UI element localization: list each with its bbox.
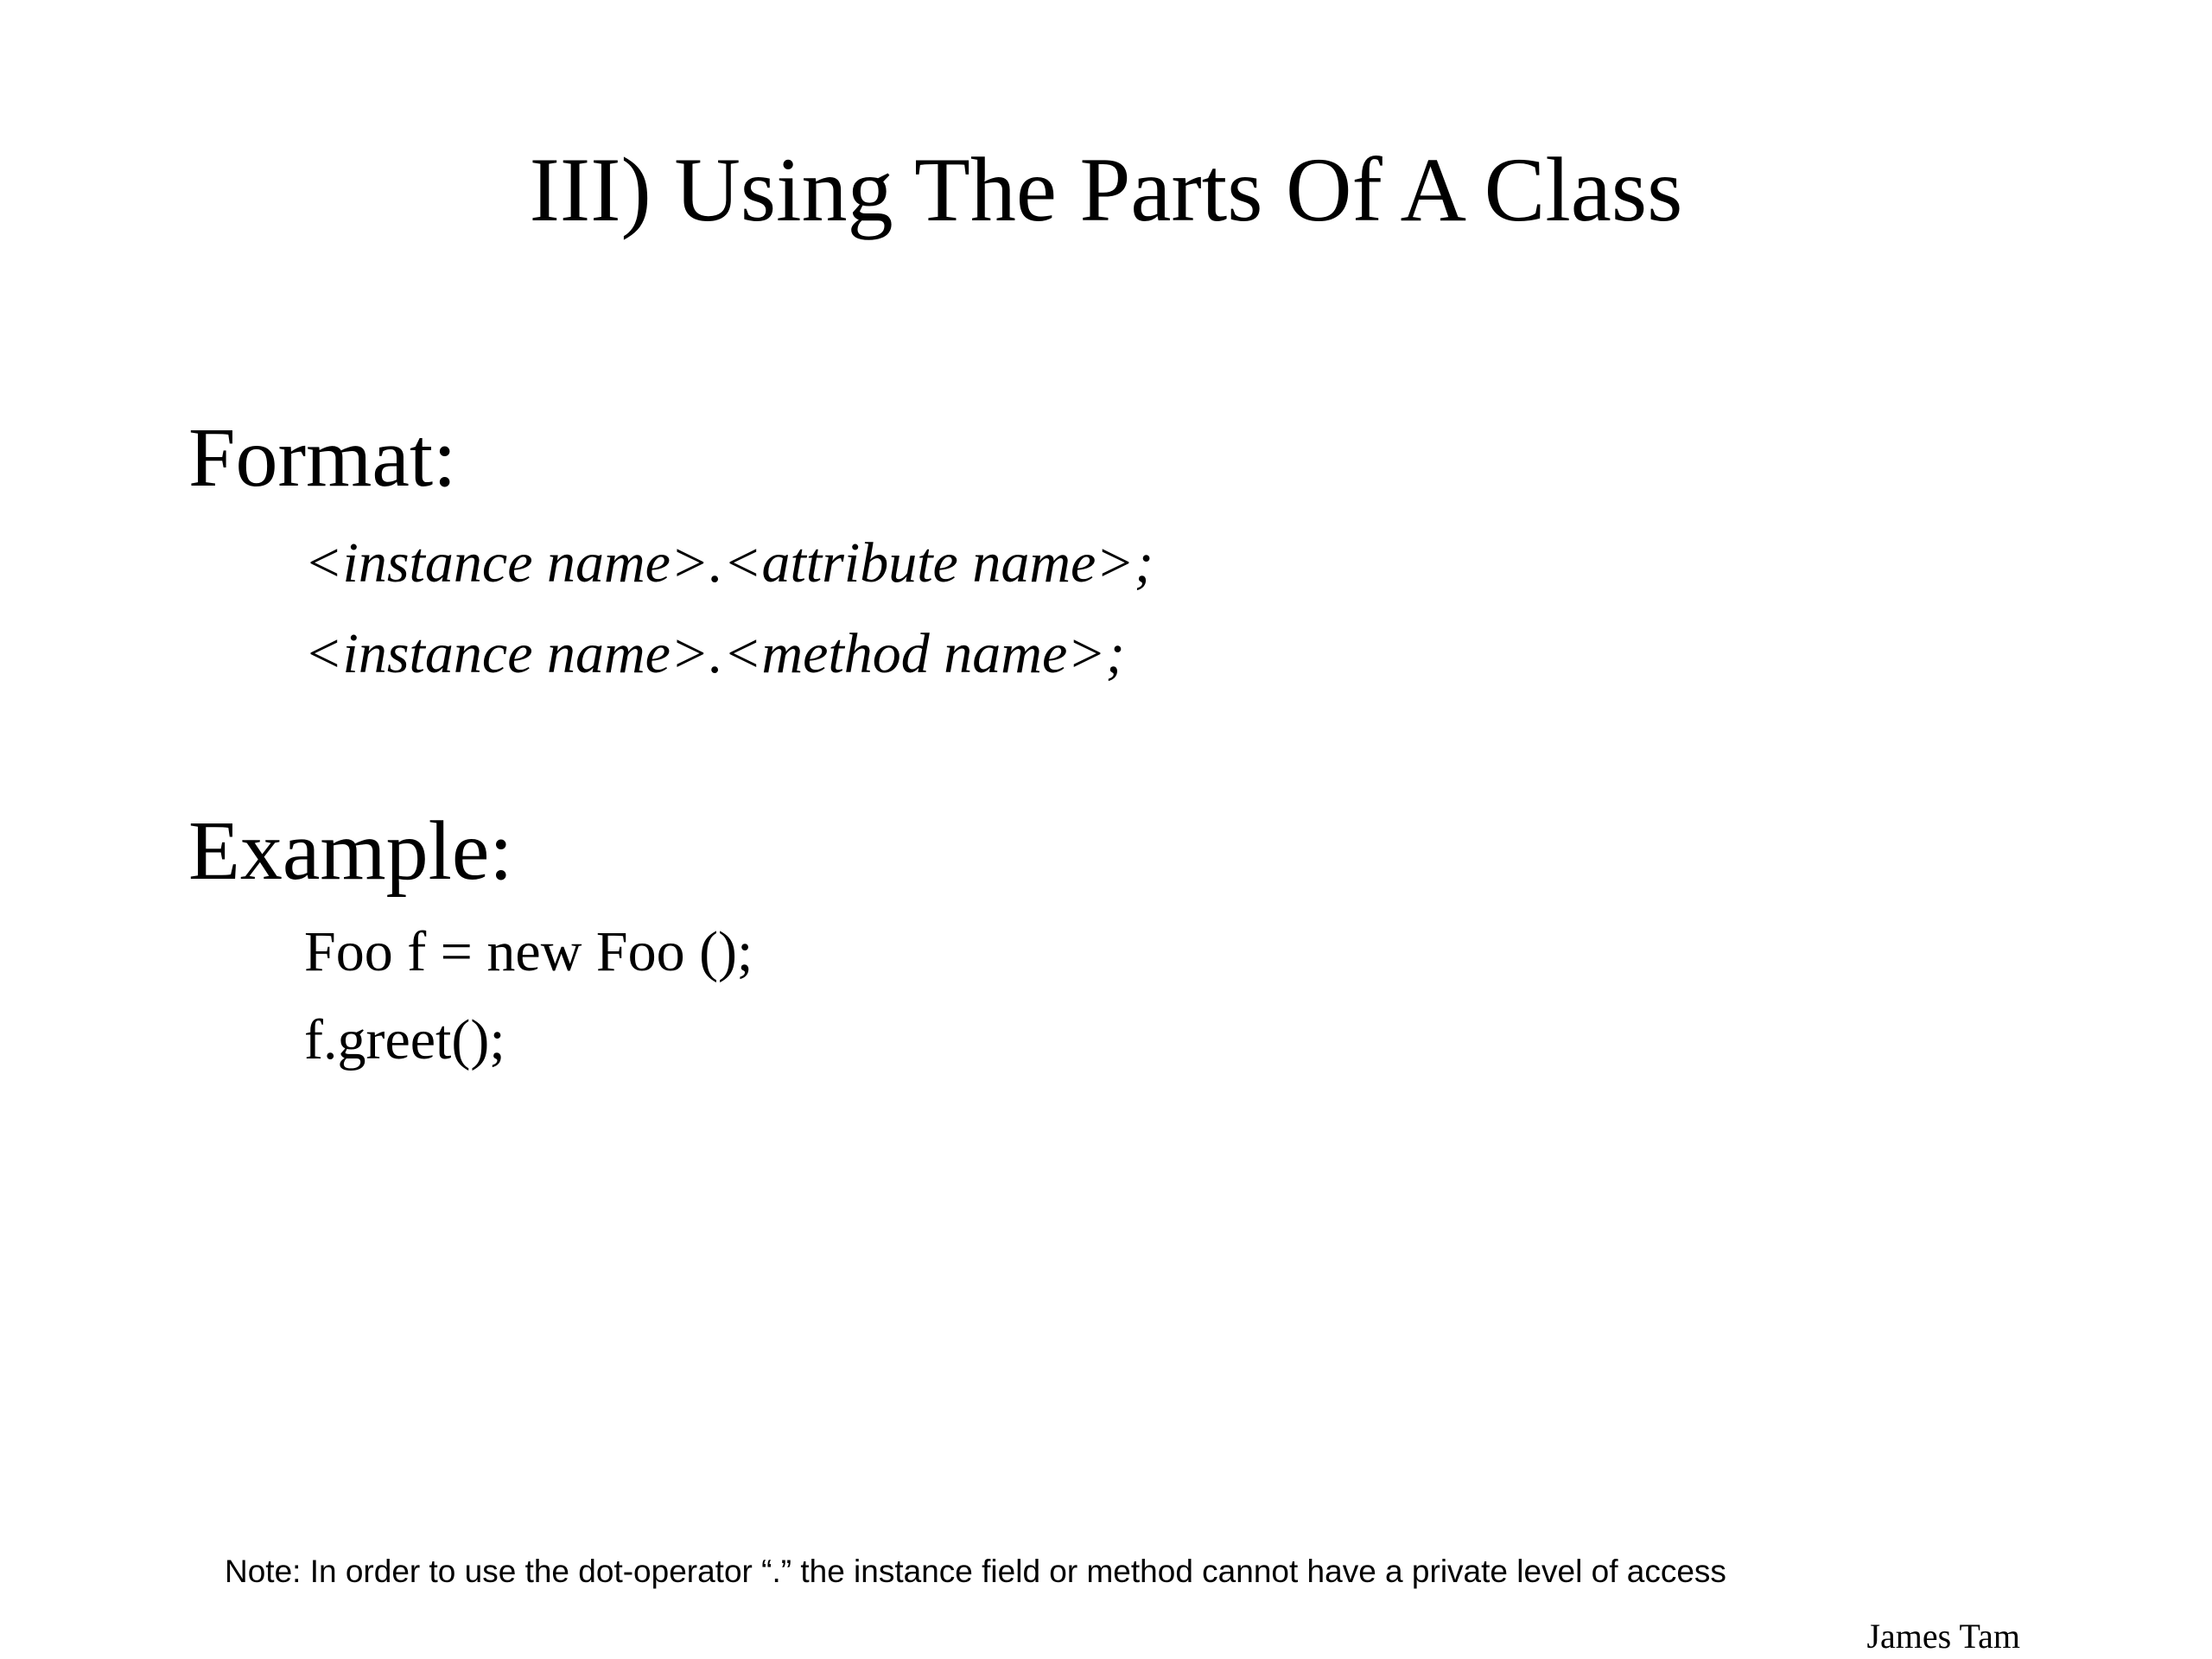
example-line-method-call: f.greet(); bbox=[304, 1008, 505, 1071]
example-line-constructor: Foo f = new Foo (); bbox=[304, 920, 753, 983]
example-heading: Example: bbox=[188, 804, 513, 898]
slide-title: III) Using The Parts Of A Class bbox=[529, 139, 1683, 240]
author-name: James Tam bbox=[1866, 1617, 2020, 1656]
format-line-method: <instance name>.<method name>; bbox=[304, 622, 1125, 685]
footnote: Note: In order to use the dot-operator “.” the instance field or method cannot have a private level of access bbox=[225, 1554, 1726, 1589]
format-line-attribute: <instance name>.<attribute name>; bbox=[304, 531, 1154, 594]
format-heading: Format: bbox=[188, 411, 457, 505]
